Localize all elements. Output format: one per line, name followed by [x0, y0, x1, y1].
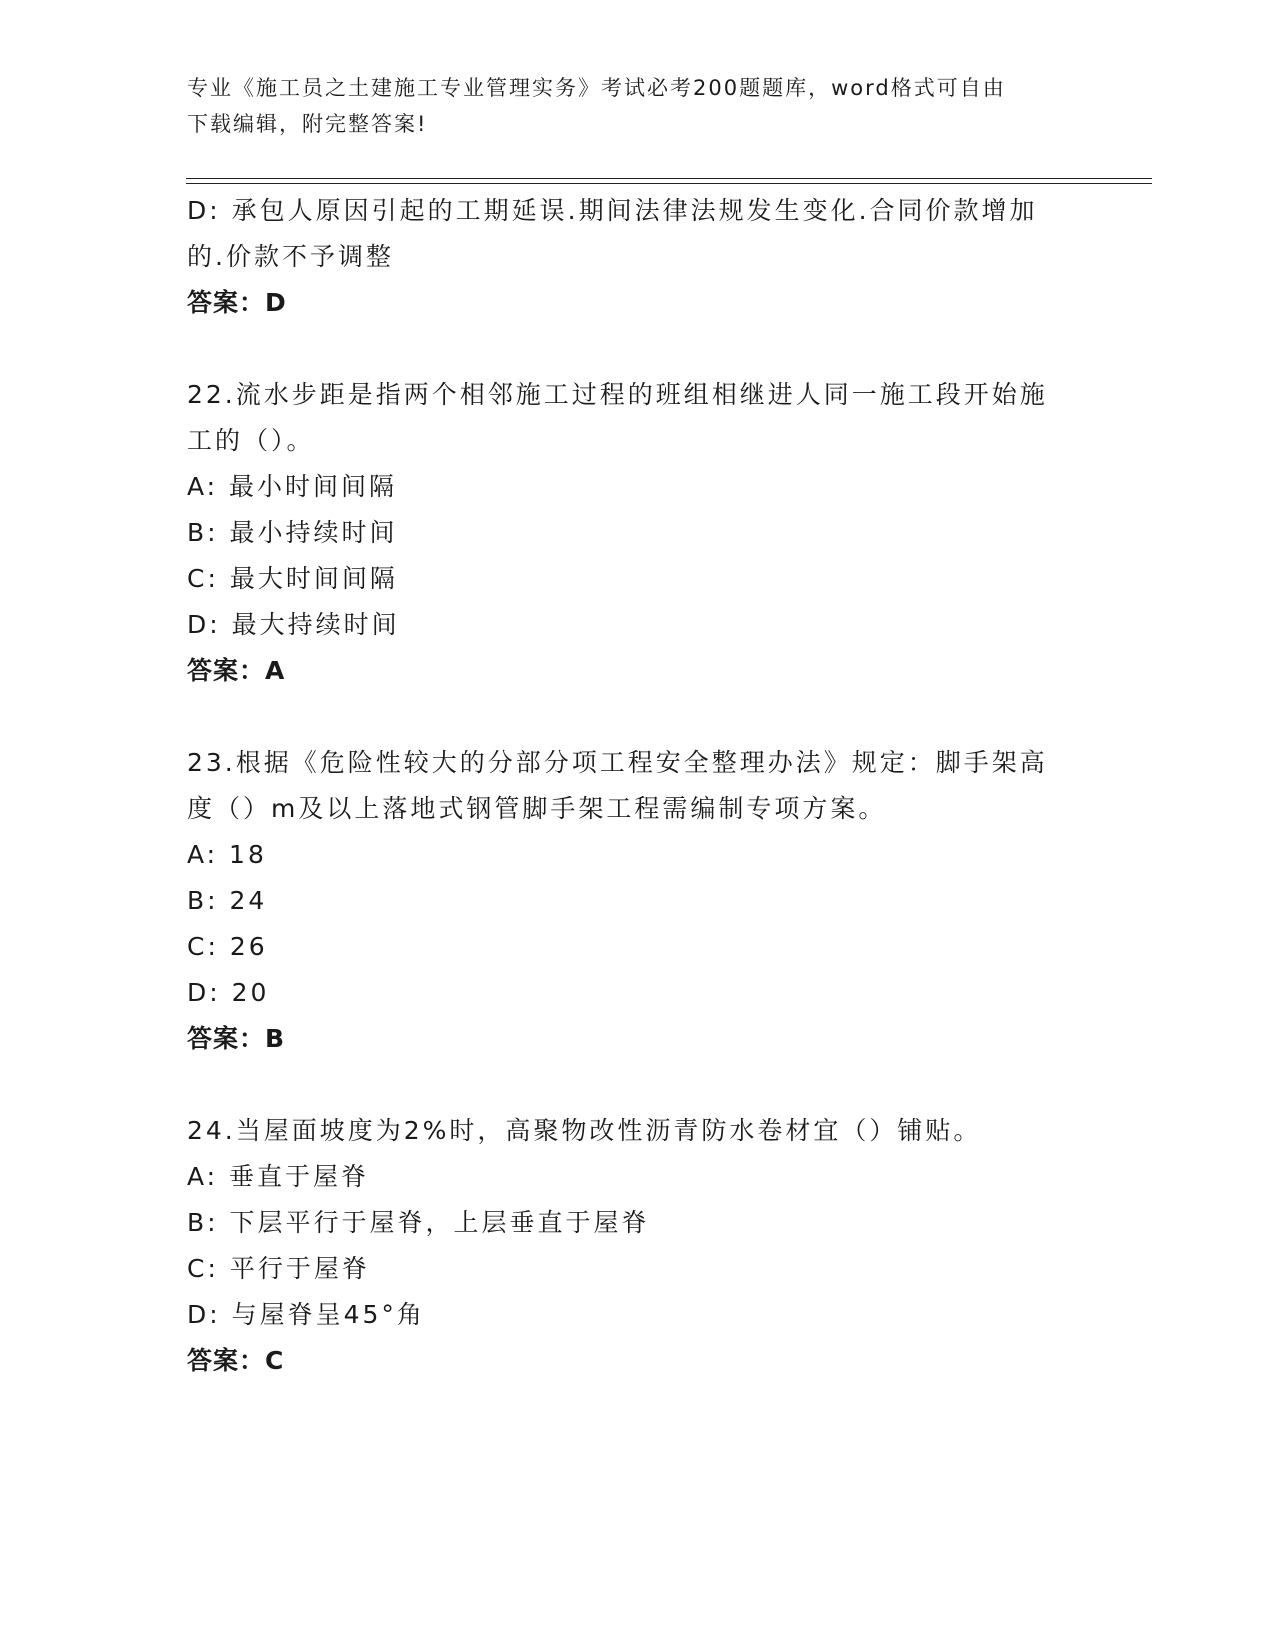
q24-option-a: A: 垂直于屋脊: [187, 1162, 370, 1191]
q22-stem-line-1: 22.流水步距是指两个相邻施工过程的班组相继进人同一施工段开始施: [187, 380, 1048, 409]
q23-option-b: B: 24: [187, 886, 268, 915]
q21-answer: 答案：D: [187, 288, 287, 317]
q24-stem-line-1: 24.当屋面坡度为2%时，高聚物改性沥青防水卷材宜（）铺贴。: [187, 1116, 982, 1145]
question-list: [187, 188, 1087, 1384]
q24-option-c: C: 平行于屋脊: [187, 1254, 370, 1283]
q22-answer: 答案：A: [187, 656, 286, 685]
q22-stem-line-2: 工的（）。: [187, 426, 315, 455]
question-23: [187, 740, 1087, 1062]
question-22: [187, 372, 1087, 694]
q23-answer: 答案：B: [187, 1024, 286, 1053]
q22-option-b: B: 最小持续时间: [187, 518, 398, 547]
question-21: [187, 188, 1087, 326]
q23-stem-line-1: 23.根据《危险性较大的分部分项工程安全整理办法》规定：脚手架高: [187, 748, 1048, 777]
document-header: [187, 70, 1087, 142]
header-divider-bottom: [186, 183, 1152, 184]
question-24: [187, 1108, 1087, 1384]
q21-option-d-line-2: 的.价款不予调整: [187, 242, 394, 271]
q21-option-d-line-1: D: 承包人原因引起的工期延误.期间法律法规发生变化.合同价款增加: [187, 196, 1038, 225]
spacer: [187, 326, 1087, 372]
q24-answer: 答案：C: [187, 1346, 285, 1375]
q23-option-a: A: 18: [187, 840, 267, 869]
header-divider-top: [186, 178, 1152, 179]
spacer: [187, 1062, 1087, 1108]
q22-option-c: C: 最大时间间隔: [187, 564, 398, 593]
header-title-line-2: 下载编辑，附完整答案!: [187, 112, 428, 136]
header-title-line-1: 专业《施工员之土建施工专业管理实务》考试必考200题题库，word格式可自由: [187, 76, 1006, 100]
spacer: [187, 694, 1087, 740]
q24-option-b: B: 下层平行于屋脊，上层垂直于屋脊: [187, 1208, 650, 1237]
q23-stem-line-2: 度（）m及以上落地式钢管脚手架工程需编制专项方案。: [187, 794, 887, 823]
q22-option-d: D: 最大持续时间: [187, 610, 400, 639]
q22-option-a: A: 最小时间间隔: [187, 472, 398, 501]
q23-option-c: C: 26: [187, 932, 268, 961]
q24-option-d: D: 与屋脊呈45°角: [187, 1300, 425, 1329]
q23-option-d: D: 20: [187, 978, 270, 1007]
